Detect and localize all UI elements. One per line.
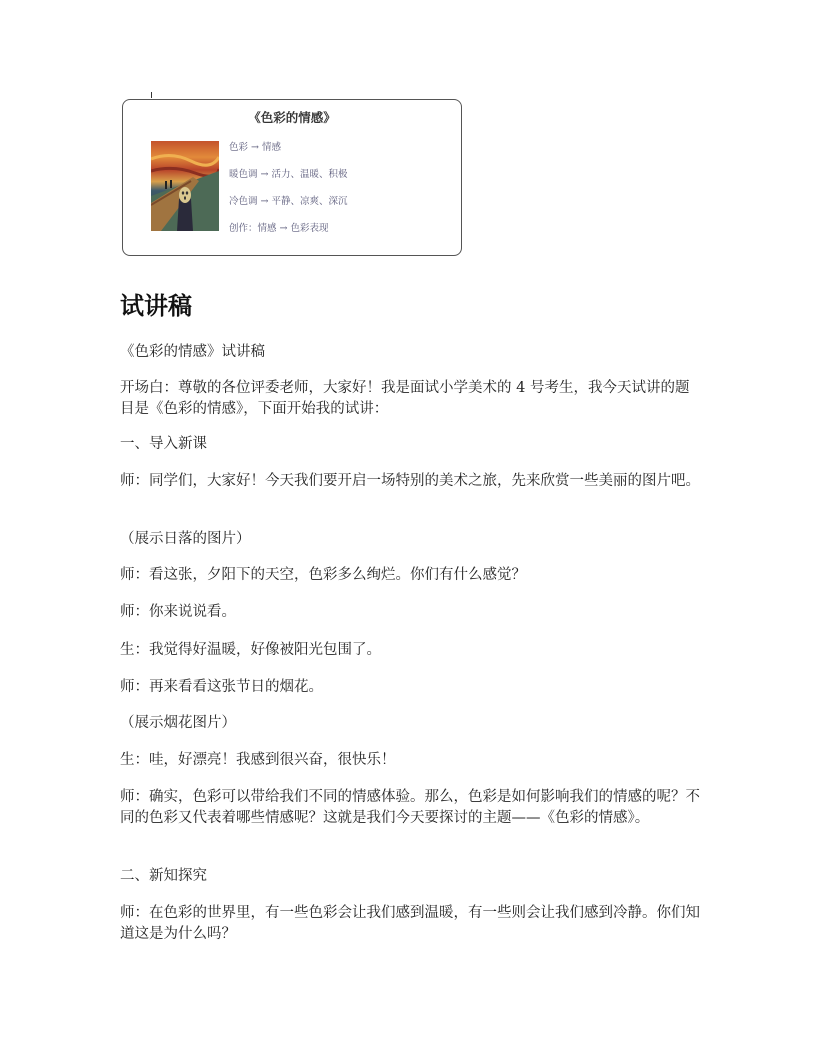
paragraph: 开场白：尊敬的各位评委老师，大家好！我是面试小学美术的 4 号考生，我今天试讲的题目是《色彩的情感》，下面开始我的试讲： [120, 380, 690, 417]
board-line: 创作：情感 → 色彩表现 [229, 223, 329, 234]
paragraph: （展示日落的图片） [120, 531, 251, 547]
paragraph: 师：再来看看这张节日的烟花。 [120, 679, 323, 695]
board-line: 色彩 → 情感 [229, 142, 281, 153]
board-line: 冷色调 → 平静、凉爽、深沉 [229, 196, 348, 207]
paragraph: 生：哇，好漂亮！我感到很兴奋，很快乐！ [120, 752, 396, 768]
paragraph: 《色彩的情感》试讲稿 [120, 344, 265, 360]
board-title: 《色彩的情感》 [248, 110, 336, 125]
paragraph: （展示烟花图片） [120, 715, 236, 731]
paragraph: 二、新知探究 [120, 868, 207, 884]
paragraph: 一、导入新课 [120, 436, 207, 452]
paragraph: 师：你来说说看。 [120, 604, 236, 620]
blackboard-design [122, 99, 462, 256]
document-heading: 试讲稿 [120, 292, 192, 320]
page-mark [151, 92, 152, 98]
paragraph: 师：看这张，夕阳下的天空，色彩多么绚烂。你们有什么感觉？ [120, 567, 526, 583]
paragraph: 师：同学们，大家好！今天我们要开启一场特别的美术之旅，先来欣赏一些美丽的图片吧。 [120, 473, 700, 489]
paragraph: 师：确实，色彩可以带给我们不同的情感体验。那么，色彩是如何影响我们的情感的呢？不同的色彩又代表着哪些情感呢？这就是我们今天要探讨的主题——《色彩的情感》。 [120, 789, 700, 826]
board-line: 暖色调 → 活力、温暖、积极 [229, 169, 348, 180]
paragraph: 师：在色彩的世界里，有一些色彩会让我们感到温暖，有一些则会让我们感到冷静。你们知道这是为什么吗？ [120, 905, 700, 942]
painting-image [151, 141, 219, 231]
paragraph: 生：我觉得好温暖，好像被阳光包围了。 [120, 642, 381, 658]
